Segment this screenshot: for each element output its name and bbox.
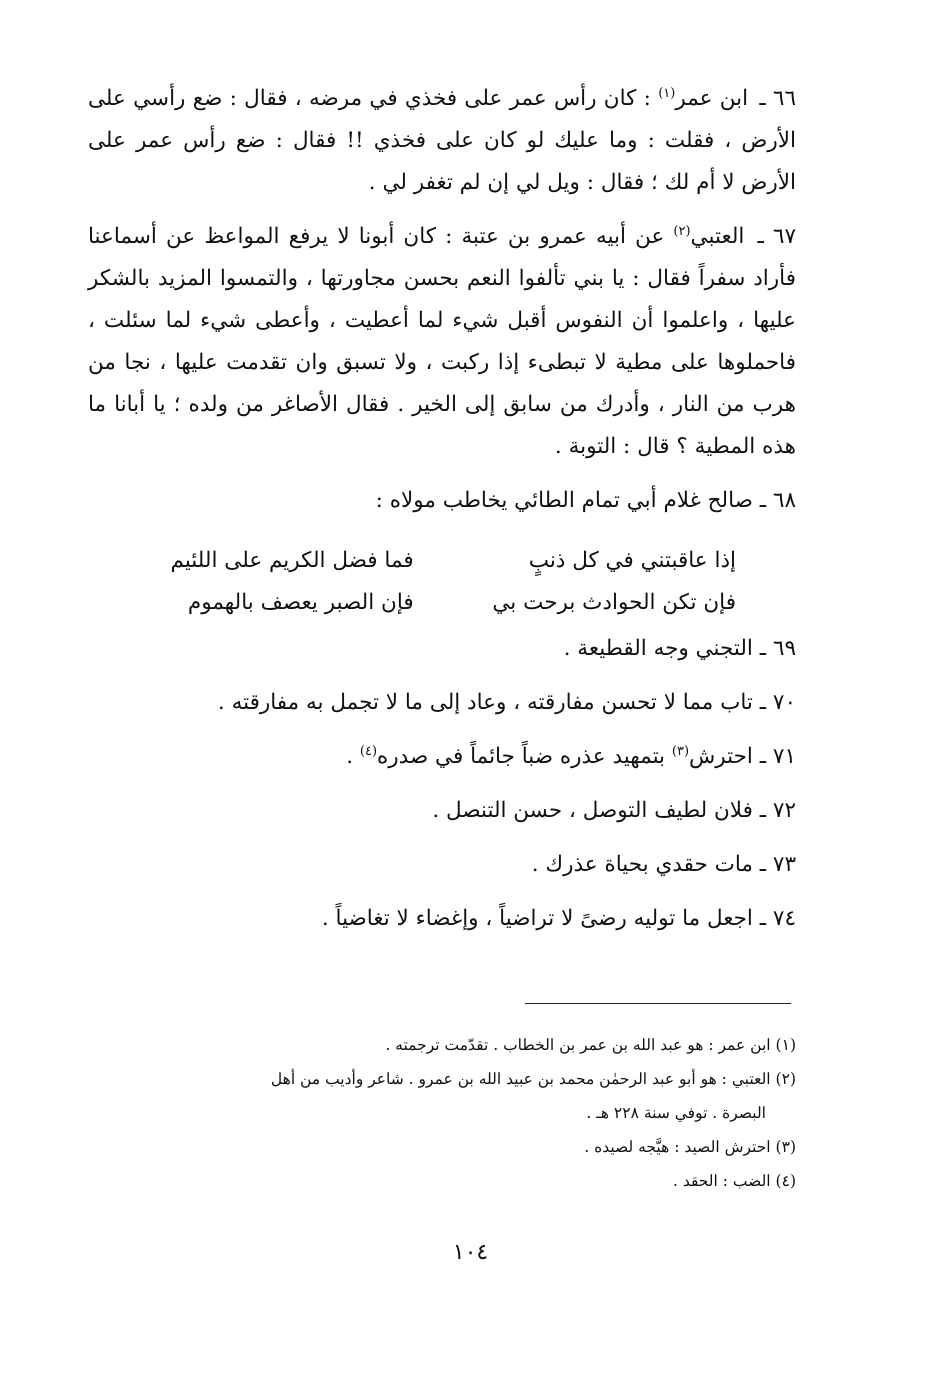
footnote-ref: (٢) [673, 223, 691, 239]
saying-text: مات حقدي بحياة عذرك . [531, 852, 753, 877]
saying-text: احترش [689, 744, 753, 769]
saying-72 [88, 790, 796, 832]
footnote-text: احترش الصيد : هيَّجه لصيده . [584, 1138, 771, 1156]
item-number: ٧٠ ـ [759, 690, 796, 715]
saying-text: . [346, 744, 354, 769]
paragraph-text: صالح غلام أبي تمام الطائي يخاطب مولاه : [375, 488, 753, 513]
footnote-ref: (١) [658, 85, 676, 101]
item-number: ٦٨ ـ [759, 488, 796, 513]
verse-second-hemistich: فإن الصبر يعصف بالهموم [187, 590, 414, 615]
item-number: ٧١ ـ [759, 744, 796, 769]
footnote-text: العتبي : هو أبو عبد الرحمٰن محمد بن عبيد الله بن عمرو . شاعر وأديب من أهل [270, 1070, 771, 1088]
item-number: ٧٢ ـ [759, 798, 796, 823]
narrator-name: العتبي [690, 224, 745, 249]
verse-second-hemistich: فما فضل الكريم على اللئيم [170, 548, 414, 573]
item-number: ٧٤ ـ [759, 906, 796, 931]
saying-text: اجعل ما توليه رضىً لا تراضياً ، وإغضاء لا تغاضياً . [321, 906, 753, 931]
item-number: ٦٩ ـ [759, 636, 796, 661]
verse-first-hemistich: إذا عاقبتني في كل ذنبٍ [528, 548, 736, 573]
footnote-ref: (٣) [671, 743, 690, 759]
footnote-ref: (٤) [359, 743, 378, 759]
footnote-marker: (١) [775, 1036, 796, 1054]
saying-text: فلان لطيف التوصل ، حسن التنصل . [432, 798, 753, 823]
footnote-marker: (٢) [775, 1070, 796, 1088]
verse [88, 582, 796, 624]
footnotes [92, 1028, 796, 1198]
saying-69 [88, 628, 796, 670]
item-number: ٧٣ ـ [759, 852, 796, 877]
main-text [88, 78, 796, 952]
item-number: ٦٧ ـ [757, 224, 796, 249]
footnote-divider [525, 1003, 791, 1004]
paragraph-text: عن أبيه عمرو بن عتبة : كان أبونا لا يرفع المواعظ عن أسماعنا فأراد سفراً فقال : يا بني تألفوا النعم بحسن مجاورتها ، والتمسوا المزيد بالشكر عليها ، واعلموا أن النفوس أقبل شيء لما أعطيت ، وأعطى شيء لما سئلت ، فاحملوها على مطية لا تبطىء إذا ركبت ، ولا تسبق وان تقدمت عليها ، نجا من هرب من النار ، وأدرك من سابق إلى الخير . فقال الأصاغر من ولده ؛ يا أبانا ما هذه المطية ؟ قال : التوبة . [88, 224, 796, 459]
footnote-text: الضب : الحقد . [672, 1172, 771, 1190]
footnote-text: ابن عمر : هو عبد الله بن عمر بن الخطاب . تقدّمت ترجمته . [385, 1036, 771, 1054]
verse-first-hemistich: فإن تكن الحوادث برحت بي [492, 590, 736, 615]
saying-70 [88, 682, 796, 724]
saying-71 [88, 736, 796, 778]
saying-text: تاب مما لا تحسن مفارقته ، وعاد إلى ما لا تجمل به مفارقته . [217, 690, 753, 715]
paragraph-text: : كان رأس عمر على فخذي في مرضه ، فقال : ضع رأسي على الأرض ، فقلت : وما عليك لو كان على فخذي !! فقال : ضع رأس عمر على الأرض لا أم لك ؛ فقال : ويل لي إن لم تغفر لي . [88, 86, 796, 195]
paragraph-68 [88, 480, 796, 522]
saying-73 [88, 844, 796, 886]
footnote-marker: (٤) [775, 1172, 796, 1190]
footnote [92, 1130, 796, 1164]
saying-74 [88, 898, 796, 940]
narrator-name: ابن عمر [675, 86, 749, 111]
verse [88, 540, 796, 582]
page-number: ١٠٤ [452, 1240, 489, 1265]
paragraph-66 [88, 78, 796, 204]
saying-text: التجني وجه القطيعة . [563, 636, 753, 661]
poem [88, 540, 796, 624]
footnote-marker: (٣) [775, 1138, 796, 1156]
saying-text: بتمهيد عذره ضباً جائماً في صدره [377, 744, 666, 769]
footnote [92, 1062, 796, 1130]
footnote [92, 1028, 796, 1062]
footnote [92, 1164, 796, 1198]
item-number: ٦٦ ـ [759, 86, 797, 111]
paragraph-67 [88, 216, 796, 468]
footnote-continuation: البصرة . توفي سنة ٢٢٨ هـ . [586, 1104, 766, 1122]
